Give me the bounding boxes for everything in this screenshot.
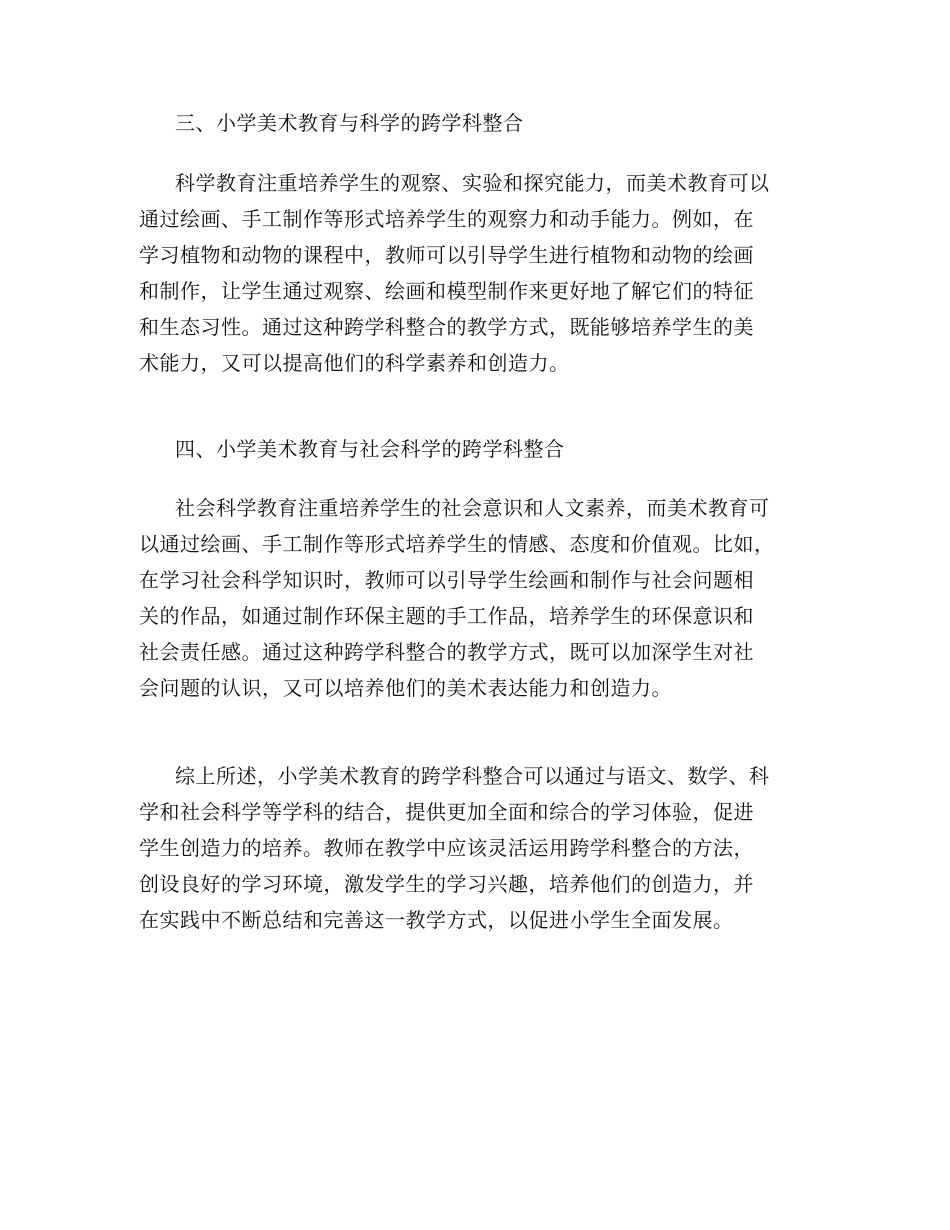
paragraph-line: 以通过绘画、手工制作等形式培养学生的情感、态度和价值观。比如， bbox=[139, 532, 775, 556]
paragraph-line: 学生创造力的培养。教师在教学中应该灵活运用跨学科整合的方法， bbox=[139, 836, 754, 860]
paragraph-line: 社会科学教育注重培养学生的社会意识和人文素养，而美术教育可 bbox=[175, 496, 770, 520]
paragraph-line: 科学教育注重培养学生的观察、实验和探究能力，而美术教育可以 bbox=[175, 171, 770, 195]
paragraph-line: 在学习社会科学知识时，教师可以引导学生绘画和制作与社会问题相 bbox=[139, 568, 754, 592]
heading-line: 三、小学美术教育与科学的跨学科整合 bbox=[175, 111, 524, 135]
section-heading-science bbox=[139, 105, 839, 141]
paragraph-line: 术能力，又可以提高他们的科学素养和创造力。 bbox=[139, 351, 570, 375]
paragraph-line: 通过绘画、手工制作等形式培养学生的观察力和动手能力。例如，在 bbox=[139, 207, 754, 231]
heading-line: 四、小学美术教育与社会科学的跨学科整合 bbox=[175, 437, 565, 461]
paragraph-line: 和制作，让学生通过观察、绘画和模型制作来更好地了解它们的特征 bbox=[139, 279, 754, 303]
paragraph-line: 创设良好的学习环境，激发学生的学习兴趣，培养他们的创造力，并 bbox=[139, 872, 754, 896]
paragraph-conclusion bbox=[139, 758, 839, 938]
paragraph-line: 会问题的认识，又可以培养他们的美术表达能力和创造力。 bbox=[139, 676, 672, 700]
paragraph-social-science-integration bbox=[139, 490, 839, 706]
paragraph-line: 关的作品，如通过制作环保主题的手工作品，培养学生的环保意识和 bbox=[139, 604, 754, 628]
paragraph-line: 在实践中不断总结和完善这一教学方式，以促进小学生全面发展。 bbox=[139, 908, 734, 932]
paragraph-line: 综上所述，小学美术教育的跨学科整合可以通过与语文、数学、科 bbox=[175, 764, 770, 788]
section-heading-social-science bbox=[139, 431, 839, 467]
paragraph-line: 社会责任感。通过这种跨学科整合的教学方式，既可以加深学生对社 bbox=[139, 640, 754, 664]
paragraph-line: 学习植物和动物的课程中，教师可以引导学生进行植物和动物的绘画 bbox=[139, 243, 754, 267]
paragraph-science-integration bbox=[139, 165, 839, 381]
paragraph-line: 和生态习性。通过这种跨学科整合的教学方式，既能够培养学生的美 bbox=[139, 315, 754, 339]
paragraph-line: 学和社会科学等学科的结合，提供更加全面和综合的学习体验，促进 bbox=[139, 800, 754, 824]
